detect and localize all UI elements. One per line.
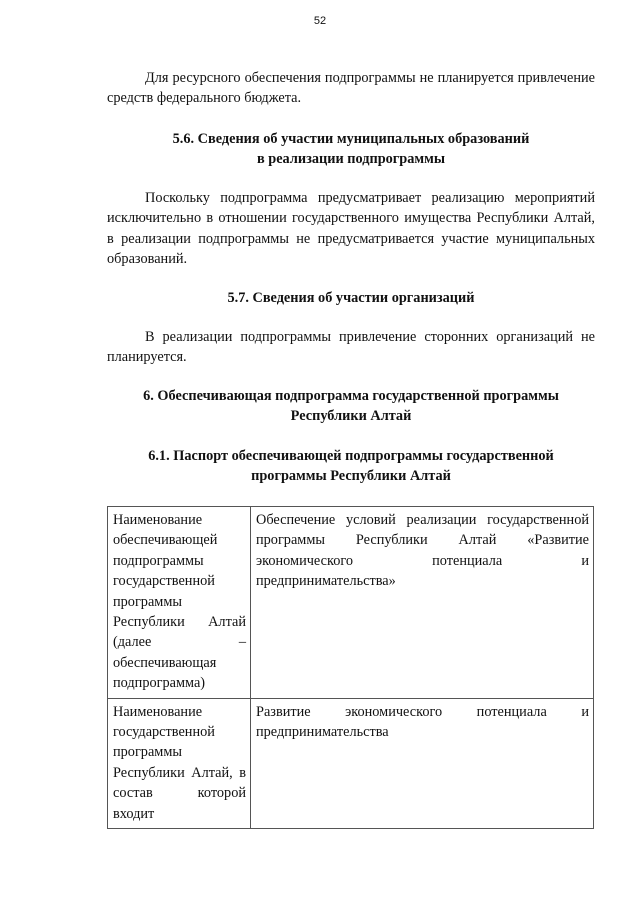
cell-line: Республики Алтай [113, 614, 246, 631]
heading-section-5-7 [107, 288, 595, 308]
table-cell-value [251, 507, 594, 699]
heading-section-6 [107, 386, 595, 427]
heading-section-5-6 [107, 129, 595, 170]
cell-line: программы [113, 593, 183, 610]
cell-line: Республики Алтай, в [113, 764, 246, 781]
table-cell-label [108, 507, 251, 699]
heading-section-6-1-line1: 6.1. Паспорт обеспечивающей подпрограммы государственной [148, 448, 554, 464]
cell-line: Наименование [113, 512, 203, 528]
heading-section-6-1 [107, 446, 595, 487]
cell-line: подпрограмма) [113, 675, 206, 692]
cell-line: государственной [113, 724, 215, 741]
heading-section-6-line1: 6. Обеспечивающая подпрограмма государственной программы [143, 388, 559, 404]
cell-line: предпринимательства [256, 724, 389, 741]
heading-section-6-1-line2: программы Республики Алтай [251, 468, 451, 485]
page-number: 52 [313, 15, 327, 27]
cell-line: состав которой [113, 785, 246, 802]
cell-line: программы Республики Алтай «Развитие [256, 532, 589, 549]
heading-section-5-7-line1: 5.7. Сведения об участии организаций [227, 290, 475, 306]
heading-section-5-6-line1: 5.6. Сведения об участии муниципальных образований [172, 131, 530, 147]
heading-section-6-line2: Республики Алтай [290, 408, 412, 425]
cell-line: подпрограммы [113, 552, 204, 569]
paragraph-section-5-7: В реализации подпрограммы привлечение сторонних организаций не планируется. [107, 329, 595, 366]
cell-line: предпринимательства» [256, 573, 396, 590]
cell-line: Обеспечение условий реализации государственной [256, 512, 589, 528]
cell-line: Развитие экономического потенциала и [256, 703, 589, 720]
table-row [108, 507, 594, 699]
cell-line: Наименование [113, 703, 203, 720]
heading-section-5-6-line2: в реализации подпрограммы [256, 151, 446, 168]
cell-line: государственной [113, 573, 215, 590]
cell-line: (далее – [113, 634, 246, 651]
cell-line: обеспечивающая [113, 654, 217, 671]
paragraph-federal-budget: Для ресурсного обеспечения подпрограммы не планируется привлечение средств федерального бюджета. [107, 70, 595, 107]
cell-line: обеспечивающей [113, 532, 218, 549]
paragraph-section-5-6: Поскольку подпрограмма предусматривает реализацию мероприятий исключительно в отношении государственного имущества Республики Алтай, в реализации подпрограммы не предусматривается участие муниципальных образований. [107, 190, 595, 268]
cell-line: экономического потенциала и [256, 552, 589, 569]
table-row [108, 698, 594, 828]
cell-line: входит [113, 805, 155, 822]
cell-line: программы [113, 744, 183, 761]
table-cell-label [108, 698, 251, 828]
table-cell-value [251, 698, 594, 828]
passport-table [107, 506, 594, 829]
